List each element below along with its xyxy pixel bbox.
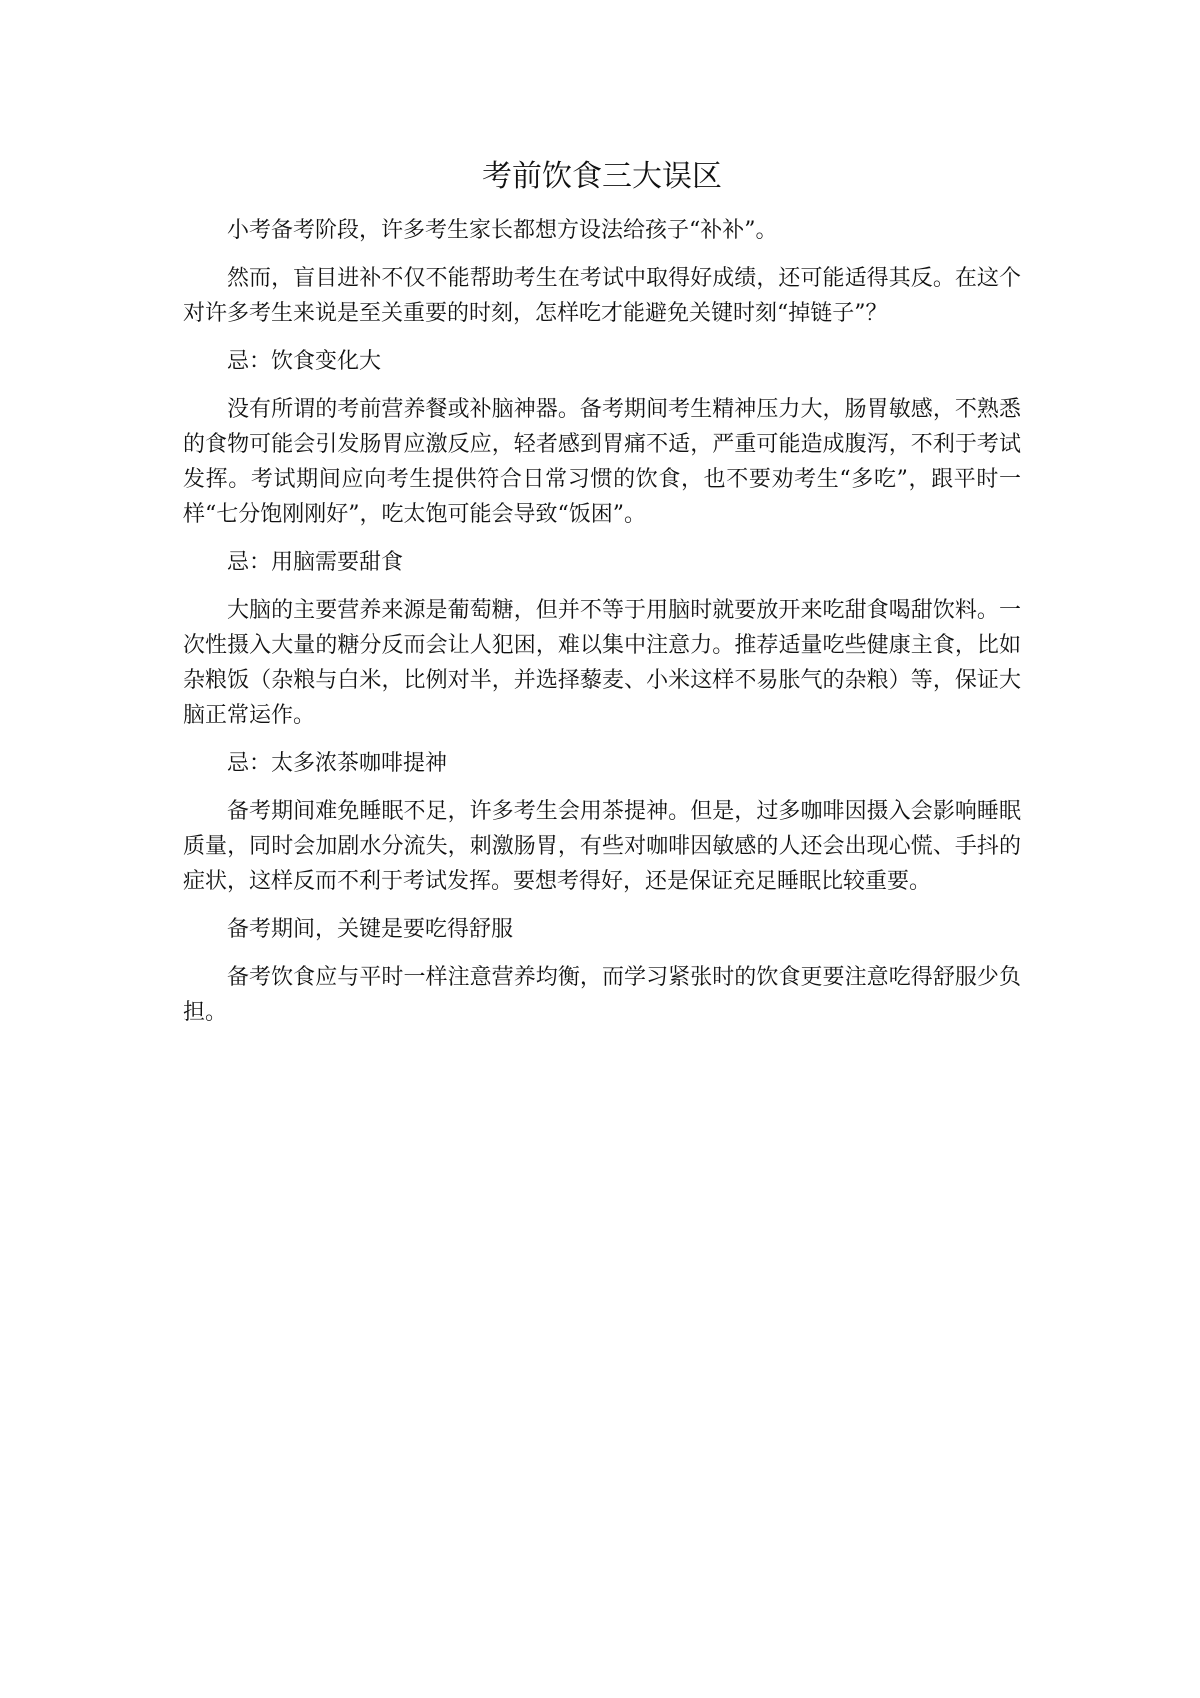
paragraph-sweets: 大脑的主要营养来源是葡萄糖，但并不等于用脑时就要放开来吃甜食喝甜饮料。一次性摄入大量的糖分反而会让人犯困，难以集中注意力。推荐适量吃些健康主食，比如杂粮饭（杂粮与白米，比例对半，并选择藜麦、小米这样不易胀气的杂粮）等，保证大脑正常运作。	[183, 598, 1021, 728]
paragraph-caffeine: 备考期间难免睡眠不足，许多考生会用茶提神。但是，过多咖啡因摄入会影响睡眠质量，同时会加剧水分流失，刺激肠胃，有些对咖啡因敏感的人还会出现心慌、手抖的症状，这样反而不利于考试发挥。要想考得好，还是保证充足睡眠比较重要。	[183, 799, 1021, 894]
section-heading-comfort: 备考期间，关键是要吃得舒服	[227, 917, 514, 942]
section-heading-sweets: 忌：用脑需要甜食	[227, 550, 404, 575]
paragraph-overview: 然而，盲目进补不仅不能帮助考生在考试中取得好成绩，还可能适得其反。在这个对许多考生来说是至关重要的时刻，怎样吃才能避免关键时刻“掉链子”？	[183, 266, 1021, 326]
section-heading-diet-change: 忌：饮食变化大	[227, 349, 382, 374]
document-body	[183, 155, 1021, 1043]
paragraph-diet-change: 没有所谓的考前营养餐或补脑神器。备考期间考生精神压力大，肠胃敏感，不熟悉的食物可能会引发肠胃应激反应，轻者感到胃痛不适，严重可能造成腹泻，不利于考试发挥。考试期间应向考生提供符合日常习惯的饮食，也不要劝考生“多吃”，跟平时一样“七分饱刚刚好”，吃太饱可能会导致“饭困”。	[183, 397, 1021, 527]
paragraph-comfort: 备考饮食应与平时一样注意营养均衡，而学习紧张时的饮食更要注意吃得舒服少负担。	[183, 965, 1021, 1025]
paragraph-intro: 小考备考阶段，许多考生家长都想方设法给孩子“补补”。	[227, 218, 778, 243]
section-heading-caffeine: 忌：太多浓茶咖啡提神	[227, 751, 448, 776]
document-title: 考前饮食三大误区	[482, 159, 722, 194]
